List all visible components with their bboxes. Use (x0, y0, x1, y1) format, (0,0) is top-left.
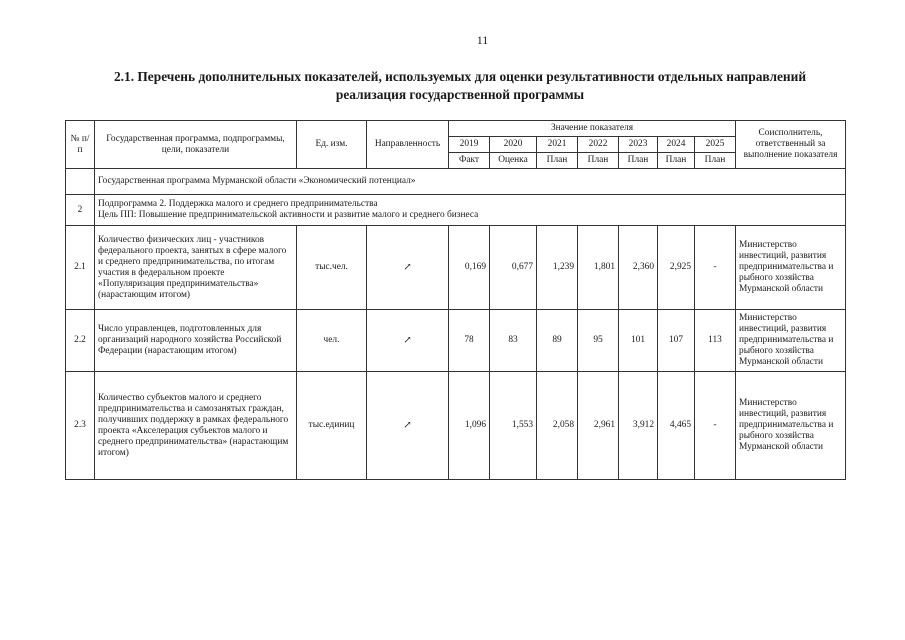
header-num: № п/п (66, 121, 95, 169)
value-cell: 0,677 (490, 226, 537, 310)
value-cell: 113 (695, 310, 736, 372)
subprogram-title: Подпрограмма 2. Поддержка малого и среднего предпринимательства (98, 199, 378, 209)
header-coexecutor: Соисполнитель, ответственный за выполнение показателя (736, 121, 846, 169)
value-cell: 4,465 (658, 372, 695, 480)
program-row (66, 169, 846, 195)
header-row (66, 121, 846, 137)
unit-cell: тыс.чел. (297, 226, 367, 310)
value-cell: 2,058 (537, 372, 578, 480)
header-program: Государственная программа, подпрограммы, цели, показатели (95, 121, 297, 169)
value-cell: 1,096 (449, 372, 490, 480)
value-cell: 2,961 (578, 372, 619, 480)
table-row (66, 372, 846, 480)
header-year: 2025 (695, 137, 736, 153)
row-num: 2.1 (66, 226, 95, 310)
header-status: План (537, 153, 578, 169)
value-cell: 1,553 (490, 372, 537, 480)
value-cell: 101 (619, 310, 658, 372)
indicator-name: Число управленцев, подготовленных для организаций народного хозяйства Российской Федерации (нарастающим итогом) (95, 310, 297, 372)
header-year: 2024 (658, 137, 695, 153)
coexecutor-cell: Министерство инвестиций, развития предпринимательства и рыбного хозяйства Мурманской области (736, 372, 846, 480)
unit-cell: чел. (297, 310, 367, 372)
direction-arrow-icon: ↗ (367, 372, 449, 480)
header-status: План (619, 153, 658, 169)
subprogram-text (95, 195, 846, 226)
value-cell: 3,912 (619, 372, 658, 480)
value-cell: 1,239 (537, 226, 578, 310)
row-num: 2.2 (66, 310, 95, 372)
header-year: 2021 (537, 137, 578, 153)
indicator-name: Количество физических лиц - участников федерального проекта, занятых в сфере малого и среднего предпринимательства, по итогам участия в федеральном проекте «Популяризация предпринимательства» (нарастающим итогом) (95, 226, 297, 310)
value-cell: 0,169 (449, 226, 490, 310)
subprogram-row (66, 195, 846, 226)
header-status: План (695, 153, 736, 169)
value-cell: 89 (537, 310, 578, 372)
table-row (66, 310, 846, 372)
indicators-table (65, 120, 846, 480)
header-status: Факт (449, 153, 490, 169)
value-cell: - (695, 226, 736, 310)
value-cell: 78 (449, 310, 490, 372)
value-cell: 107 (658, 310, 695, 372)
section-title-line-1: 2.1. Перечень дополнительных показателей, используемых для оценки результативности отдельных направлений (113, 69, 807, 84)
section-title (60, 68, 860, 104)
indicator-name: Количество субъектов малого и среднего предпринимательства и самозанятых граждан, получивших поддержку в рамках федерального проекта «Акселерация субъектов малого и среднего предпринимательства» (нарастающим итогом) (95, 372, 297, 480)
coexecutor-cell: Министерство инвестиций, развития предпринимательства и рыбного хозяйства Мурманской области (736, 310, 846, 372)
program-row-title: Государственная программа Мурманской области «Экономический потенциал» (95, 169, 846, 195)
header-status: План (578, 153, 619, 169)
direction-arrow-icon: ↗ (367, 226, 449, 310)
header-year: 2022 (578, 137, 619, 153)
unit-cell: тыс.единиц (297, 372, 367, 480)
value-cell: 95 (578, 310, 619, 372)
program-row-num (66, 169, 95, 195)
table-row (66, 226, 846, 310)
value-cell: 2,360 (619, 226, 658, 310)
value-cell: 1,801 (578, 226, 619, 310)
section-title-line-2: реализация государственной программы (335, 87, 585, 102)
header-year: 2019 (449, 137, 490, 153)
header-direction: Направленность (367, 121, 449, 169)
subprogram-num: 2 (66, 195, 95, 226)
header-value-group: Значение показателя (449, 121, 736, 137)
row-num: 2.3 (66, 372, 95, 480)
direction-arrow-icon: ↗ (367, 310, 449, 372)
header-year: 2020 (490, 137, 537, 153)
header-status: Оценка (490, 153, 537, 169)
header-unit: Ед. изм. (297, 121, 367, 169)
value-cell: - (695, 372, 736, 480)
header-year: 2023 (619, 137, 658, 153)
value-cell: 2,925 (658, 226, 695, 310)
subprogram-goal: Цель ПП: Повышение предпринимательской активности и развитие малого и среднего бизнеса (98, 210, 479, 220)
header-status: План (658, 153, 695, 169)
value-cell: 83 (490, 310, 537, 372)
page-number: 11 (476, 33, 489, 47)
coexecutor-cell: Министерство инвестиций, развития предпринимательства и рыбного хозяйства Мурманской области (736, 226, 846, 310)
